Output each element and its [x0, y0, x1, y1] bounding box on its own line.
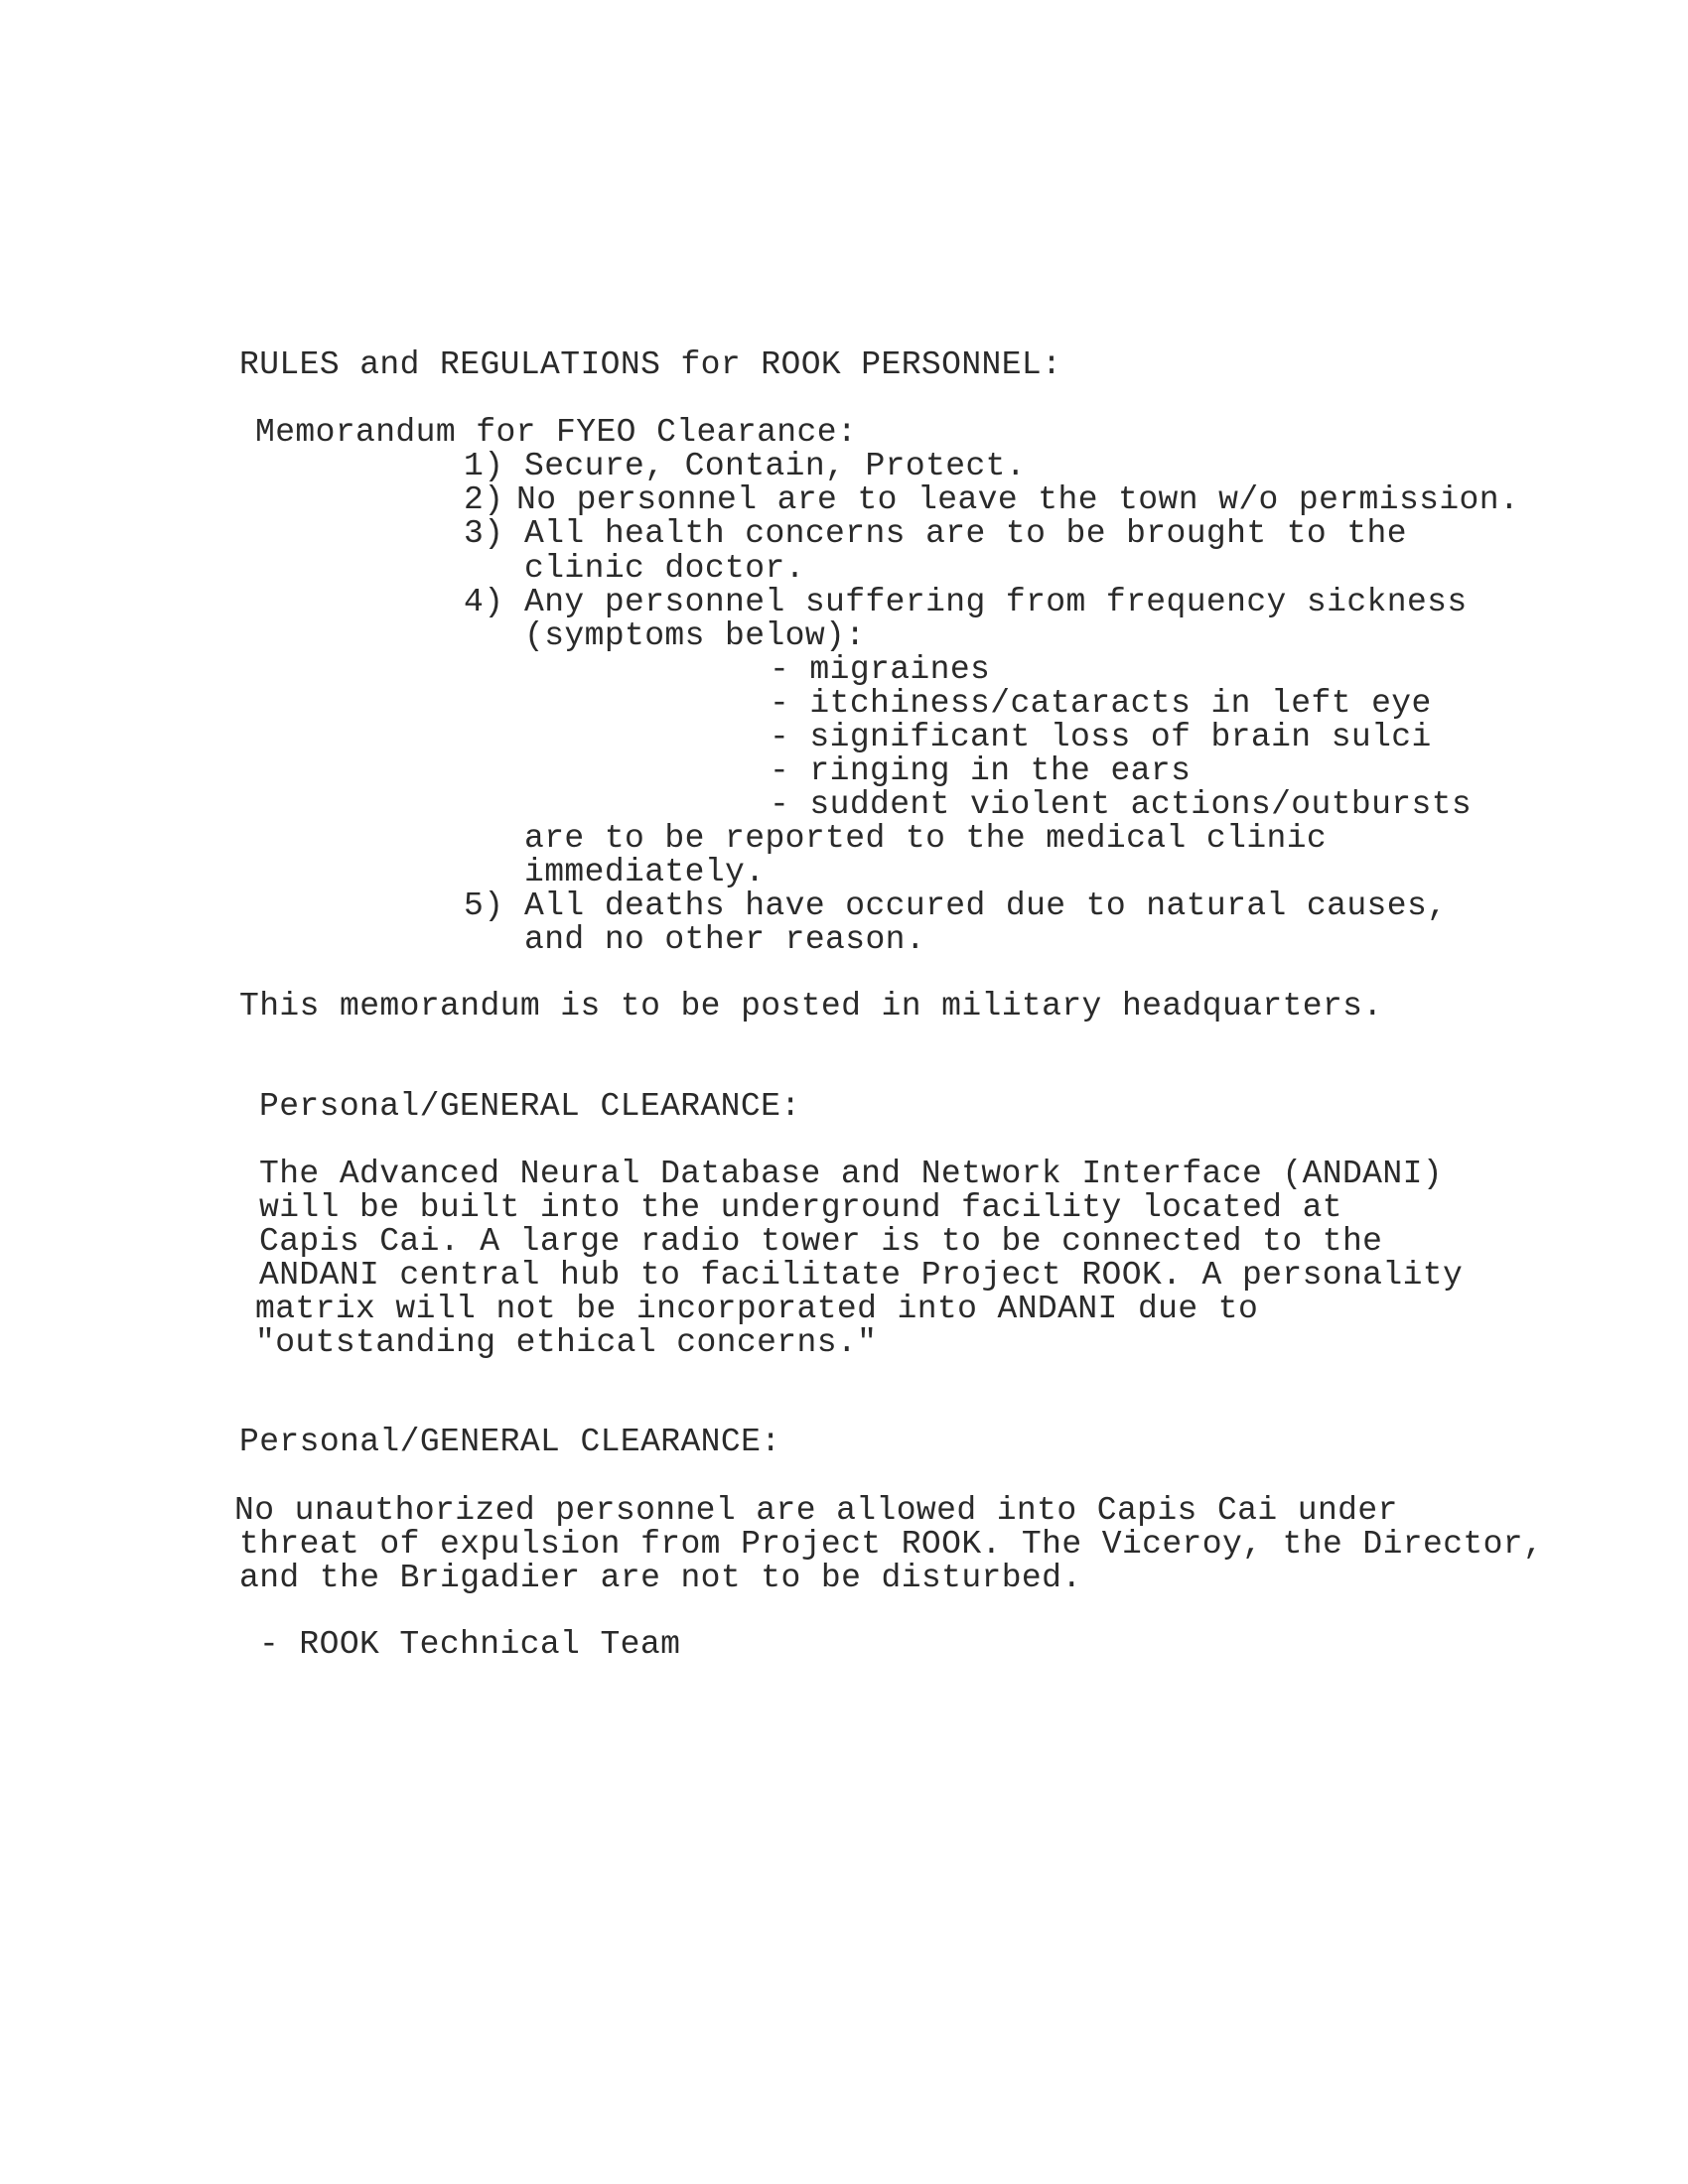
section-title: Personal/GENERAL CLEARANCE:: [259, 1088, 801, 1125]
item-text: are to be reported to the medical clinic: [524, 820, 1328, 857]
section-title: Personal/GENERAL CLEARANCE:: [239, 1424, 781, 1460]
symptom-item: - significant loss of brain sulci: [770, 719, 1432, 755]
paragraph-line: matrix will not be incorporated into ANDANI due to: [255, 1291, 1259, 1327]
item-text: immediately.: [524, 854, 766, 890]
paragraph-line: Capis Cai. A large radio tower is to be connected to the: [259, 1223, 1383, 1260]
paragraph-line: will be built into the underground facility located at: [259, 1189, 1342, 1226]
symptom-item: - ringing in the ears: [770, 752, 1192, 789]
symptom-item: - migraines: [770, 651, 991, 688]
item-text: and no other reason.: [524, 921, 926, 958]
item-text: clinic doctor.: [524, 550, 805, 587]
paragraph-line: No unauthorized personnel are allowed into Capis Cai under: [234, 1492, 1398, 1529]
paragraph-line: and the Brigadier are not to be disturbed.: [239, 1560, 1082, 1596]
document-heading: RULES and REGULATIONS for ROOK PERSONNEL:: [239, 346, 1062, 383]
item-number: 1): [464, 448, 504, 484]
item-text: Secure, Contain, Protect.: [524, 448, 1027, 484]
item-number: 5): [464, 887, 504, 924]
item-number: 4): [464, 584, 504, 620]
memo-title: Memorandum for FYEO Clearance:: [255, 414, 858, 451]
paragraph-line: The Advanced Neural Database and Network Interface (ANDANI): [259, 1156, 1443, 1192]
item-text: No personnel are to leave the town w/o permission.: [516, 481, 1520, 518]
symptom-item: - suddent violent actions/outbursts: [770, 786, 1473, 823]
posting-note: This memorandum is to be posted in military headquarters.: [239, 988, 1383, 1024]
paragraph-line: "outstanding ethical concerns.": [255, 1324, 878, 1361]
item-number: 2): [464, 481, 504, 518]
item-text: (symptoms below):: [524, 617, 866, 654]
item-text: All deaths have occured due to natural causes,: [524, 887, 1448, 924]
signature: - ROOK Technical Team: [259, 1626, 681, 1663]
paragraph-line: ANDANI central hub to facilitate Project ROOK. A personality: [259, 1257, 1464, 1294]
item-text: Any personnel suffering from frequency sickness: [524, 584, 1468, 620]
item-text: All health concerns are to be brought to the: [524, 515, 1407, 552]
paragraph-line: threat of expulsion from Project ROOK. The Viceroy, the Director,: [239, 1526, 1544, 1563]
symptom-item: - itchiness/cataracts in left eye: [770, 685, 1432, 722]
item-number: 3): [464, 515, 504, 552]
